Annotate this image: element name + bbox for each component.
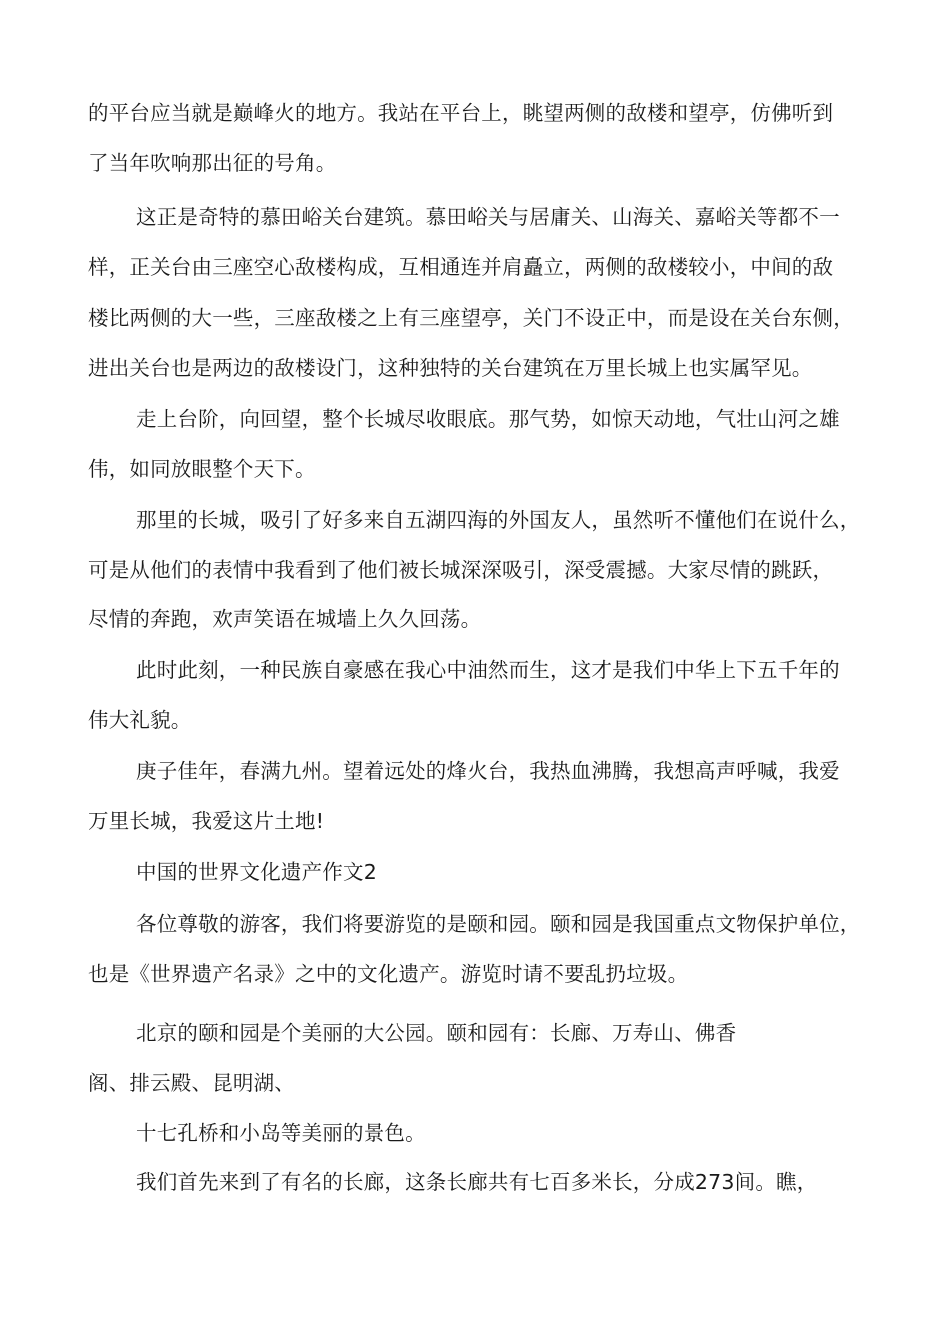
text-line: 各位尊敬的游客，我们将要游览的是颐和园。颐和园是我国重点文物保护单位， bbox=[136, 912, 861, 936]
text-line: 十七孔桥和小岛等美丽的景色。 bbox=[136, 1121, 426, 1145]
text-line: 走上台阶，向回望，整个长城尽收眼底。那气势，如惊天动地，气壮山河之雄 bbox=[136, 407, 840, 431]
text-line: 万里长城，我爱这片土地! bbox=[88, 809, 325, 833]
text-line: 庚子佳年，春满九州。望着远处的烽火台，我热血沸腾，我想高声呼喊，我爱 bbox=[136, 759, 840, 783]
section-heading: 中国的世界文化遗产作文2 bbox=[136, 860, 377, 884]
text-line: 此时此刻，一种民族自豪感在我心中油然而生，这才是我们中华上下五千年的 bbox=[136, 658, 840, 682]
text-line: 伟大礼貌。 bbox=[88, 708, 192, 732]
text-line: 样，正关台由三座空心敌楼构成，互相通连并肩矗立，两侧的敌楼较小，中间的敌 bbox=[88, 255, 834, 279]
text-line: 了当年吹响那出征的号角。 bbox=[88, 151, 337, 175]
text-line: 尽情的奔跑，欢声笑语在城墙上久久回荡。 bbox=[88, 607, 482, 631]
text-line: 可是从他们的表情中我看到了他们被长城深深吸引，深受震撼。大家尽情的跳跃， bbox=[88, 558, 834, 582]
text-line: 伟，如同放眼整个天下。 bbox=[88, 457, 316, 481]
text-line: 的平台应当就是巅峰火的地方。我站在平台上，眺望两侧的敌楼和望亭，仿佛听到 bbox=[88, 101, 834, 125]
text-line: 楼比两侧的大一些，三座敌楼之上有三座望亭，关门不设正中，而是设在关台东侧， bbox=[88, 306, 854, 330]
text-line: 那里的长城，吸引了好多来自五湖四海的外国友人，虽然听不懂他们在说什么， bbox=[136, 508, 861, 532]
text-line: 进出关台也是两边的敌楼设门，这种独特的关台建筑在万里长城上也实属罕见。 bbox=[88, 356, 813, 380]
text-line: 这正是奇特的慕田峪关台建筑。慕田峪关与居庸关、山海关、嘉峪关等都不一 bbox=[136, 205, 840, 229]
text-line: 阁、排云殿、昆明湖、 bbox=[88, 1071, 295, 1095]
text-line: 北京的颐和园是个美丽的大公园。颐和园有：长廊、万寿山、佛香 bbox=[136, 1021, 737, 1045]
text-line: 我们首先来到了有名的长廊，这条长廊共有七百多米长，分成273间。瞧， bbox=[136, 1170, 818, 1194]
text-line: 也是《世界遗产名录》之中的文化遗产。游览时请不要乱扔垃圾。 bbox=[88, 962, 689, 986]
